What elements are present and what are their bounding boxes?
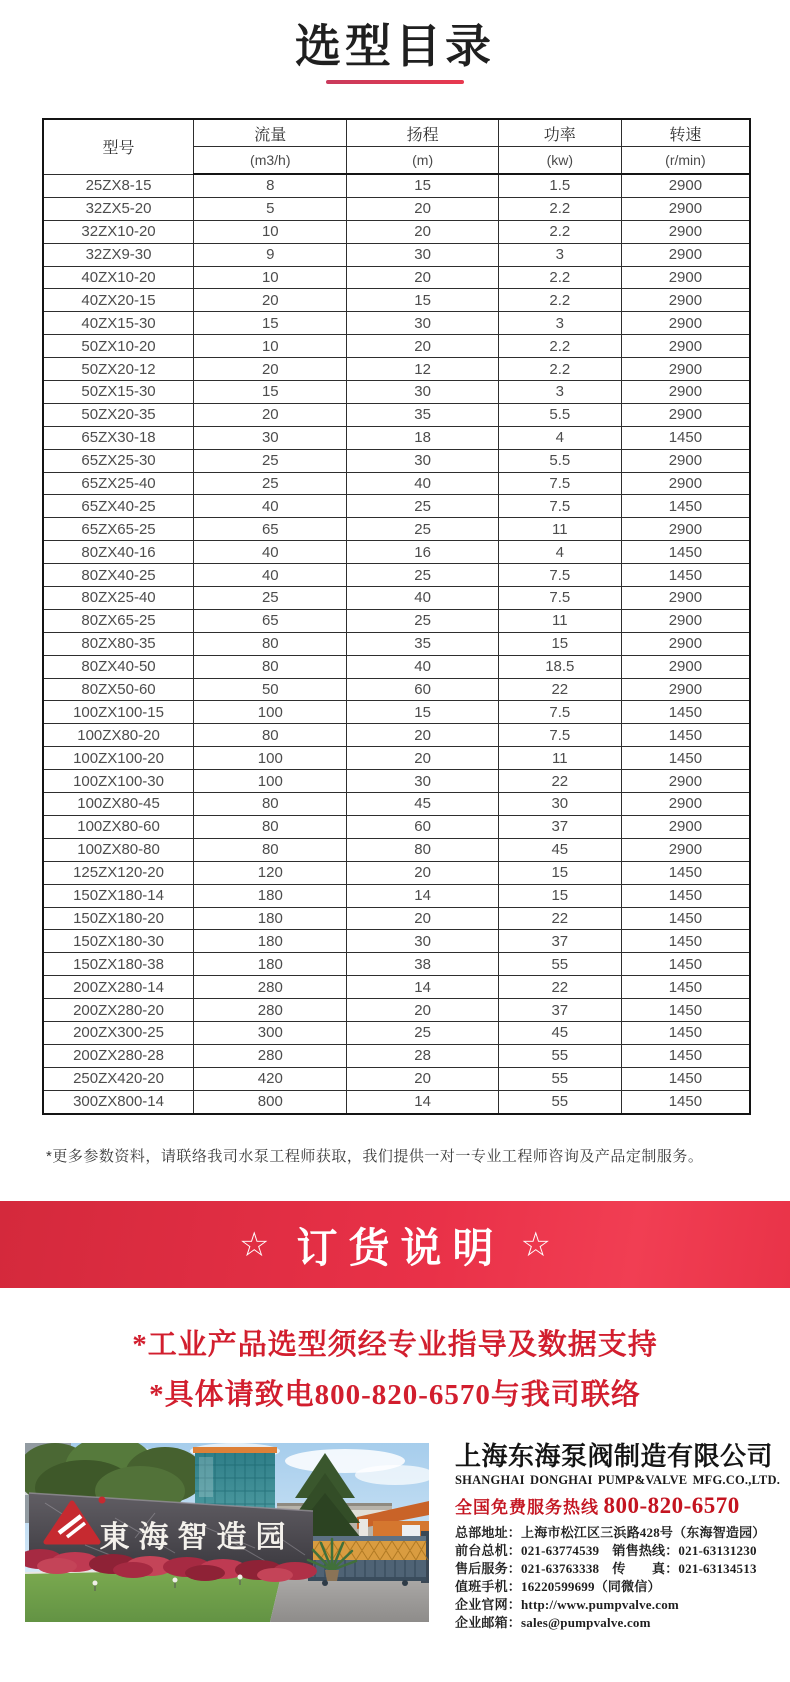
value-cell: 22 (498, 678, 621, 701)
value-cell: 12 (347, 358, 498, 381)
value-cell: 15 (194, 381, 347, 404)
model-cell: 100ZX100-30 (43, 770, 194, 793)
company-name-cn: 上海东海泵阀制造有限公司 (455, 1441, 774, 1471)
table-body (43, 174, 750, 1114)
model-cell: 80ZX50-60 (43, 678, 194, 701)
table-row (43, 793, 750, 816)
model-cell: 80ZX65-25 (43, 609, 194, 632)
value-cell: 40 (194, 541, 347, 564)
value-cell: 45 (347, 793, 498, 816)
col-header-speed: 转速 (621, 119, 750, 147)
model-cell: 80ZX80-35 (43, 632, 194, 655)
value-cell: 100 (194, 747, 347, 770)
company-detail-line: 企业邮箱：sales@pumpvalve.com (455, 1615, 651, 1630)
value-cell: 1450 (621, 426, 750, 449)
value-cell: 45 (498, 1021, 621, 1044)
model-cell: 200ZX280-20 (43, 999, 194, 1022)
value-cell: 2.2 (498, 197, 621, 220)
model-cell: 300ZX800-14 (43, 1090, 194, 1113)
company-detail-line: 企业官网：http://www.pumpvalve.com (455, 1597, 679, 1612)
value-cell: 300 (194, 1021, 347, 1044)
value-cell: 2900 (621, 793, 750, 816)
col-header-power: 功率 (498, 119, 621, 147)
table-footnote: *更多参数资料，请联络我司水泵工程师获取，我们提供一对一专业工程师咨询及产品定制服务。 (46, 1148, 704, 1165)
value-cell: 420 (194, 1067, 347, 1090)
value-cell: 1.5 (498, 174, 621, 197)
table-row (43, 1090, 750, 1113)
value-cell: 2900 (621, 220, 750, 243)
table-row (43, 838, 750, 861)
model-cell: 32ZX10-20 (43, 220, 194, 243)
model-cell: 40ZX10-20 (43, 266, 194, 289)
value-cell: 20 (194, 403, 347, 426)
value-cell: 280 (194, 999, 347, 1022)
value-cell: 40 (194, 495, 347, 518)
value-cell: 60 (347, 815, 498, 838)
table-row (43, 335, 750, 358)
value-cell: 80 (347, 838, 498, 861)
model-cell: 250ZX420-20 (43, 1067, 194, 1090)
value-cell: 11 (498, 747, 621, 770)
value-cell: 14 (347, 884, 498, 907)
model-cell: 100ZX80-80 (43, 838, 194, 861)
model-cell: 80ZX40-16 (43, 541, 194, 564)
value-cell: 2900 (621, 472, 750, 495)
value-cell: 2.2 (498, 335, 621, 358)
value-cell: 15 (347, 174, 498, 197)
table-row (43, 770, 750, 793)
model-cell: 32ZX5-20 (43, 197, 194, 220)
value-cell: 45 (498, 838, 621, 861)
value-cell: 1450 (621, 541, 750, 564)
value-cell: 60 (347, 678, 498, 701)
value-cell: 2900 (621, 449, 750, 472)
value-cell: 2900 (621, 770, 750, 793)
value-cell: 280 (194, 976, 347, 999)
table-row (43, 381, 750, 404)
model-cell: 150ZX180-14 (43, 884, 194, 907)
model-cell: 40ZX15-30 (43, 312, 194, 335)
value-cell: 80 (194, 793, 347, 816)
value-cell: 25 (347, 495, 498, 518)
model-cell: 65ZX30-18 (43, 426, 194, 449)
value-cell: 5.5 (498, 449, 621, 472)
value-cell: 37 (498, 930, 621, 953)
table-row (43, 358, 750, 381)
value-cell: 2900 (621, 403, 750, 426)
value-cell: 3 (498, 381, 621, 404)
company-detail-line: 售后服务：021-63763338 传 真：021-63134513 (455, 1561, 757, 1576)
value-cell: 25 (347, 518, 498, 541)
value-cell: 30 (347, 770, 498, 793)
table-row (43, 426, 750, 449)
value-cell: 2900 (621, 335, 750, 358)
table-row (43, 541, 750, 564)
value-cell: 20 (194, 289, 347, 312)
model-cell: 80ZX40-25 (43, 564, 194, 587)
model-cell: 25ZX8-15 (43, 174, 194, 197)
model-cell: 150ZX180-20 (43, 907, 194, 930)
value-cell: 30 (347, 449, 498, 472)
value-cell: 5 (194, 197, 347, 220)
model-cell: 50ZX10-20 (43, 335, 194, 358)
value-cell: 20 (347, 220, 498, 243)
value-cell: 180 (194, 953, 347, 976)
factory-photo (25, 1443, 429, 1622)
value-cell: 1450 (621, 1067, 750, 1090)
value-cell: 1450 (621, 564, 750, 587)
value-cell: 30 (194, 426, 347, 449)
table-row (43, 632, 750, 655)
value-cell: 1450 (621, 930, 750, 953)
value-cell: 1450 (621, 747, 750, 770)
value-cell: 40 (347, 655, 498, 678)
company-name-en: SHANGHAI DONGHAI PUMP&VALVE MFG.CO.,LTD. (455, 1473, 781, 1487)
value-cell: 20 (347, 266, 498, 289)
value-cell: 50 (194, 678, 347, 701)
value-cell: 40 (194, 564, 347, 587)
value-cell: 7.5 (498, 564, 621, 587)
col-header-head: 扬程 (347, 119, 498, 147)
value-cell: 2900 (621, 609, 750, 632)
value-cell: 2.2 (498, 266, 621, 289)
table-row (43, 174, 750, 197)
value-cell: 65 (194, 518, 347, 541)
table-row (43, 724, 750, 747)
model-cell: 100ZX80-20 (43, 724, 194, 747)
value-cell: 25 (347, 564, 498, 587)
value-cell: 3 (498, 312, 621, 335)
model-cell: 32ZX9-30 (43, 243, 194, 266)
company-detail-line: 总部地址：上海市松江区三浜路428号（东海智造园） (455, 1525, 766, 1540)
table-row (43, 976, 750, 999)
value-cell: 80 (194, 815, 347, 838)
value-cell: 7.5 (498, 724, 621, 747)
model-cell: 80ZX25-40 (43, 587, 194, 610)
table-row (43, 1044, 750, 1067)
table-row (43, 266, 750, 289)
sign-text: 東海智造园 (99, 1521, 295, 1554)
value-cell: 80 (194, 838, 347, 861)
value-cell: 280 (194, 1044, 347, 1067)
value-cell: 120 (194, 861, 347, 884)
table-row (43, 609, 750, 632)
value-cell: 10 (194, 266, 347, 289)
table-row (43, 1021, 750, 1044)
value-cell: 14 (347, 1090, 498, 1113)
value-cell: 2900 (621, 358, 750, 381)
model-cell: 200ZX280-28 (43, 1044, 194, 1067)
col-header-model: 型号 (43, 119, 194, 174)
value-cell: 22 (498, 907, 621, 930)
company-details (455, 1524, 775, 1632)
hotline-label: 全国免费服务热线 (455, 1498, 599, 1517)
value-cell: 2900 (621, 632, 750, 655)
table-row (43, 1067, 750, 1090)
hotline-number: 800-820-6570 (603, 1493, 740, 1518)
value-cell: 40 (347, 472, 498, 495)
banner-title: 订货说明 (296, 1225, 505, 1271)
value-cell: 35 (347, 403, 498, 426)
value-cell: 100 (194, 701, 347, 724)
value-cell: 2900 (621, 289, 750, 312)
value-cell: 16 (347, 541, 498, 564)
value-cell: 18 (347, 426, 498, 449)
model-cell: 200ZX300-25 (43, 1021, 194, 1044)
table-row (43, 449, 750, 472)
value-cell: 20 (347, 197, 498, 220)
col-unit-speed: (r/min) (621, 147, 750, 175)
value-cell: 7.5 (498, 472, 621, 495)
col-unit-power: (kw) (498, 147, 621, 175)
claim-line: *具体请致电800-820-6570与我司联络 (149, 1379, 641, 1411)
model-cell: 100ZX100-15 (43, 701, 194, 724)
claim-line: *工业产品选型须经专业指导及数据支持 (132, 1329, 658, 1361)
value-cell: 2.2 (498, 220, 621, 243)
model-cell: 50ZX15-30 (43, 381, 194, 404)
value-cell: 180 (194, 930, 347, 953)
model-cell: 65ZX25-30 (43, 449, 194, 472)
value-cell: 4 (498, 541, 621, 564)
model-cell: 40ZX20-15 (43, 289, 194, 312)
value-cell: 55 (498, 1067, 621, 1090)
title-underline (326, 80, 464, 84)
value-cell: 30 (347, 381, 498, 404)
table-row (43, 587, 750, 610)
value-cell: 22 (498, 976, 621, 999)
model-cell: 80ZX40-50 (43, 655, 194, 678)
value-cell: 20 (347, 335, 498, 358)
value-cell: 2900 (621, 678, 750, 701)
value-cell: 15 (347, 289, 498, 312)
col-header-flow: 流量 (194, 119, 347, 147)
value-cell: 15 (498, 884, 621, 907)
value-cell: 20 (347, 724, 498, 747)
table-row (43, 884, 750, 907)
selection-table (42, 118, 751, 1115)
model-cell: 65ZX25-40 (43, 472, 194, 495)
table-row (43, 197, 750, 220)
model-cell: 150ZX180-30 (43, 930, 194, 953)
value-cell: 2900 (621, 655, 750, 678)
value-cell: 800 (194, 1090, 347, 1113)
value-cell: 25 (194, 472, 347, 495)
claims (0, 1320, 790, 1420)
table-row (43, 907, 750, 930)
value-cell: 2900 (621, 174, 750, 197)
page-title: 选型目录 (295, 20, 495, 72)
value-cell: 30 (347, 312, 498, 335)
value-cell: 11 (498, 518, 621, 541)
value-cell: 80 (194, 632, 347, 655)
value-cell: 1450 (621, 999, 750, 1022)
model-cell: 100ZX100-20 (43, 747, 194, 770)
value-cell: 28 (347, 1044, 498, 1067)
table-header (43, 119, 750, 174)
table-row (43, 312, 750, 335)
value-cell: 1450 (621, 976, 750, 999)
value-cell: 65 (194, 609, 347, 632)
order-instructions-banner (0, 1201, 790, 1288)
model-cell: 125ZX120-20 (43, 861, 194, 884)
col-unit-head: (m) (347, 147, 498, 175)
value-cell: 100 (194, 770, 347, 793)
value-cell: 7.5 (498, 495, 621, 518)
value-cell: 1450 (621, 907, 750, 930)
value-cell: 180 (194, 907, 347, 930)
value-cell: 25 (347, 609, 498, 632)
value-cell: 1450 (621, 884, 750, 907)
value-cell: 30 (347, 930, 498, 953)
company-info (455, 1441, 781, 1632)
model-cell: 50ZX20-35 (43, 403, 194, 426)
model-cell: 200ZX280-14 (43, 976, 194, 999)
table-row (43, 678, 750, 701)
value-cell: 1450 (621, 1021, 750, 1044)
value-cell: 15 (498, 861, 621, 884)
star-icon: ☆ (520, 1225, 551, 1264)
value-cell: 20 (347, 1067, 498, 1090)
value-cell: 30 (498, 793, 621, 816)
value-cell: 10 (194, 335, 347, 358)
value-cell: 37 (498, 815, 621, 838)
value-cell: 80 (194, 655, 347, 678)
table-row (43, 518, 750, 541)
value-cell: 15 (194, 312, 347, 335)
value-cell: 15 (498, 632, 621, 655)
value-cell: 2900 (621, 243, 750, 266)
table-row (43, 403, 750, 426)
value-cell: 38 (347, 953, 498, 976)
factory-photo-illustration (25, 1443, 429, 1622)
value-cell: 30 (347, 243, 498, 266)
value-cell: 18.5 (498, 655, 621, 678)
value-cell: 25 (194, 587, 347, 610)
value-cell: 3 (498, 243, 621, 266)
value-cell: 2.2 (498, 358, 621, 381)
value-cell: 10 (194, 220, 347, 243)
table-row (43, 930, 750, 953)
table-row (43, 289, 750, 312)
table-row (43, 564, 750, 587)
value-cell: 2900 (621, 312, 750, 335)
table-row (43, 495, 750, 518)
table-row (43, 655, 750, 678)
value-cell: 8 (194, 174, 347, 197)
value-cell: 2900 (621, 815, 750, 838)
value-cell: 11 (498, 609, 621, 632)
model-cell: 65ZX65-25 (43, 518, 194, 541)
table-row (43, 815, 750, 838)
model-cell: 65ZX40-25 (43, 495, 194, 518)
col-unit-flow: (m3/h) (194, 147, 347, 175)
table-row (43, 953, 750, 976)
value-cell: 40 (347, 587, 498, 610)
model-cell: 100ZX80-45 (43, 793, 194, 816)
value-cell: 4 (498, 426, 621, 449)
value-cell: 2.2 (498, 289, 621, 312)
value-cell: 20 (347, 907, 498, 930)
value-cell: 9 (194, 243, 347, 266)
value-cell: 2900 (621, 197, 750, 220)
value-cell: 14 (347, 976, 498, 999)
value-cell: 1450 (621, 1090, 750, 1113)
value-cell: 20 (194, 358, 347, 381)
value-cell: 1450 (621, 953, 750, 976)
table-row (43, 472, 750, 495)
model-cell: 100ZX80-60 (43, 815, 194, 838)
value-cell: 20 (347, 747, 498, 770)
value-cell: 80 (194, 724, 347, 747)
value-cell: 2900 (621, 381, 750, 404)
value-cell: 1450 (621, 701, 750, 724)
star-icon: ☆ (239, 1225, 270, 1264)
value-cell: 25 (194, 449, 347, 472)
value-cell: 2900 (621, 518, 750, 541)
value-cell: 1450 (621, 724, 750, 747)
table-row (43, 861, 750, 884)
value-cell: 20 (347, 861, 498, 884)
value-cell: 1450 (621, 495, 750, 518)
value-cell: 25 (347, 1021, 498, 1044)
value-cell: 7.5 (498, 701, 621, 724)
table-row (43, 701, 750, 724)
table-row (43, 243, 750, 266)
table-row (43, 220, 750, 243)
model-cell: 50ZX20-12 (43, 358, 194, 381)
value-cell: 55 (498, 1044, 621, 1067)
value-cell: 180 (194, 884, 347, 907)
value-cell: 7.5 (498, 587, 621, 610)
value-cell: 55 (498, 953, 621, 976)
value-cell: 2900 (621, 266, 750, 289)
value-cell: 20 (347, 999, 498, 1022)
table-row (43, 999, 750, 1022)
value-cell: 15 (347, 701, 498, 724)
company-detail-line: 值班手机：16220599699（同微信） (455, 1579, 661, 1594)
model-cell: 150ZX180-38 (43, 953, 194, 976)
value-cell: 55 (498, 1090, 621, 1113)
value-cell: 37 (498, 999, 621, 1022)
company-detail-line: 前台总机：021-63774539 销售热线：021-63131230 (455, 1543, 757, 1558)
value-cell: 1450 (621, 1044, 750, 1067)
value-cell: 2900 (621, 838, 750, 861)
value-cell: 2900 (621, 587, 750, 610)
value-cell: 5.5 (498, 403, 621, 426)
value-cell: 1450 (621, 861, 750, 884)
value-cell: 35 (347, 632, 498, 655)
value-cell: 22 (498, 770, 621, 793)
table-row (43, 747, 750, 770)
hotline (455, 1493, 775, 1519)
